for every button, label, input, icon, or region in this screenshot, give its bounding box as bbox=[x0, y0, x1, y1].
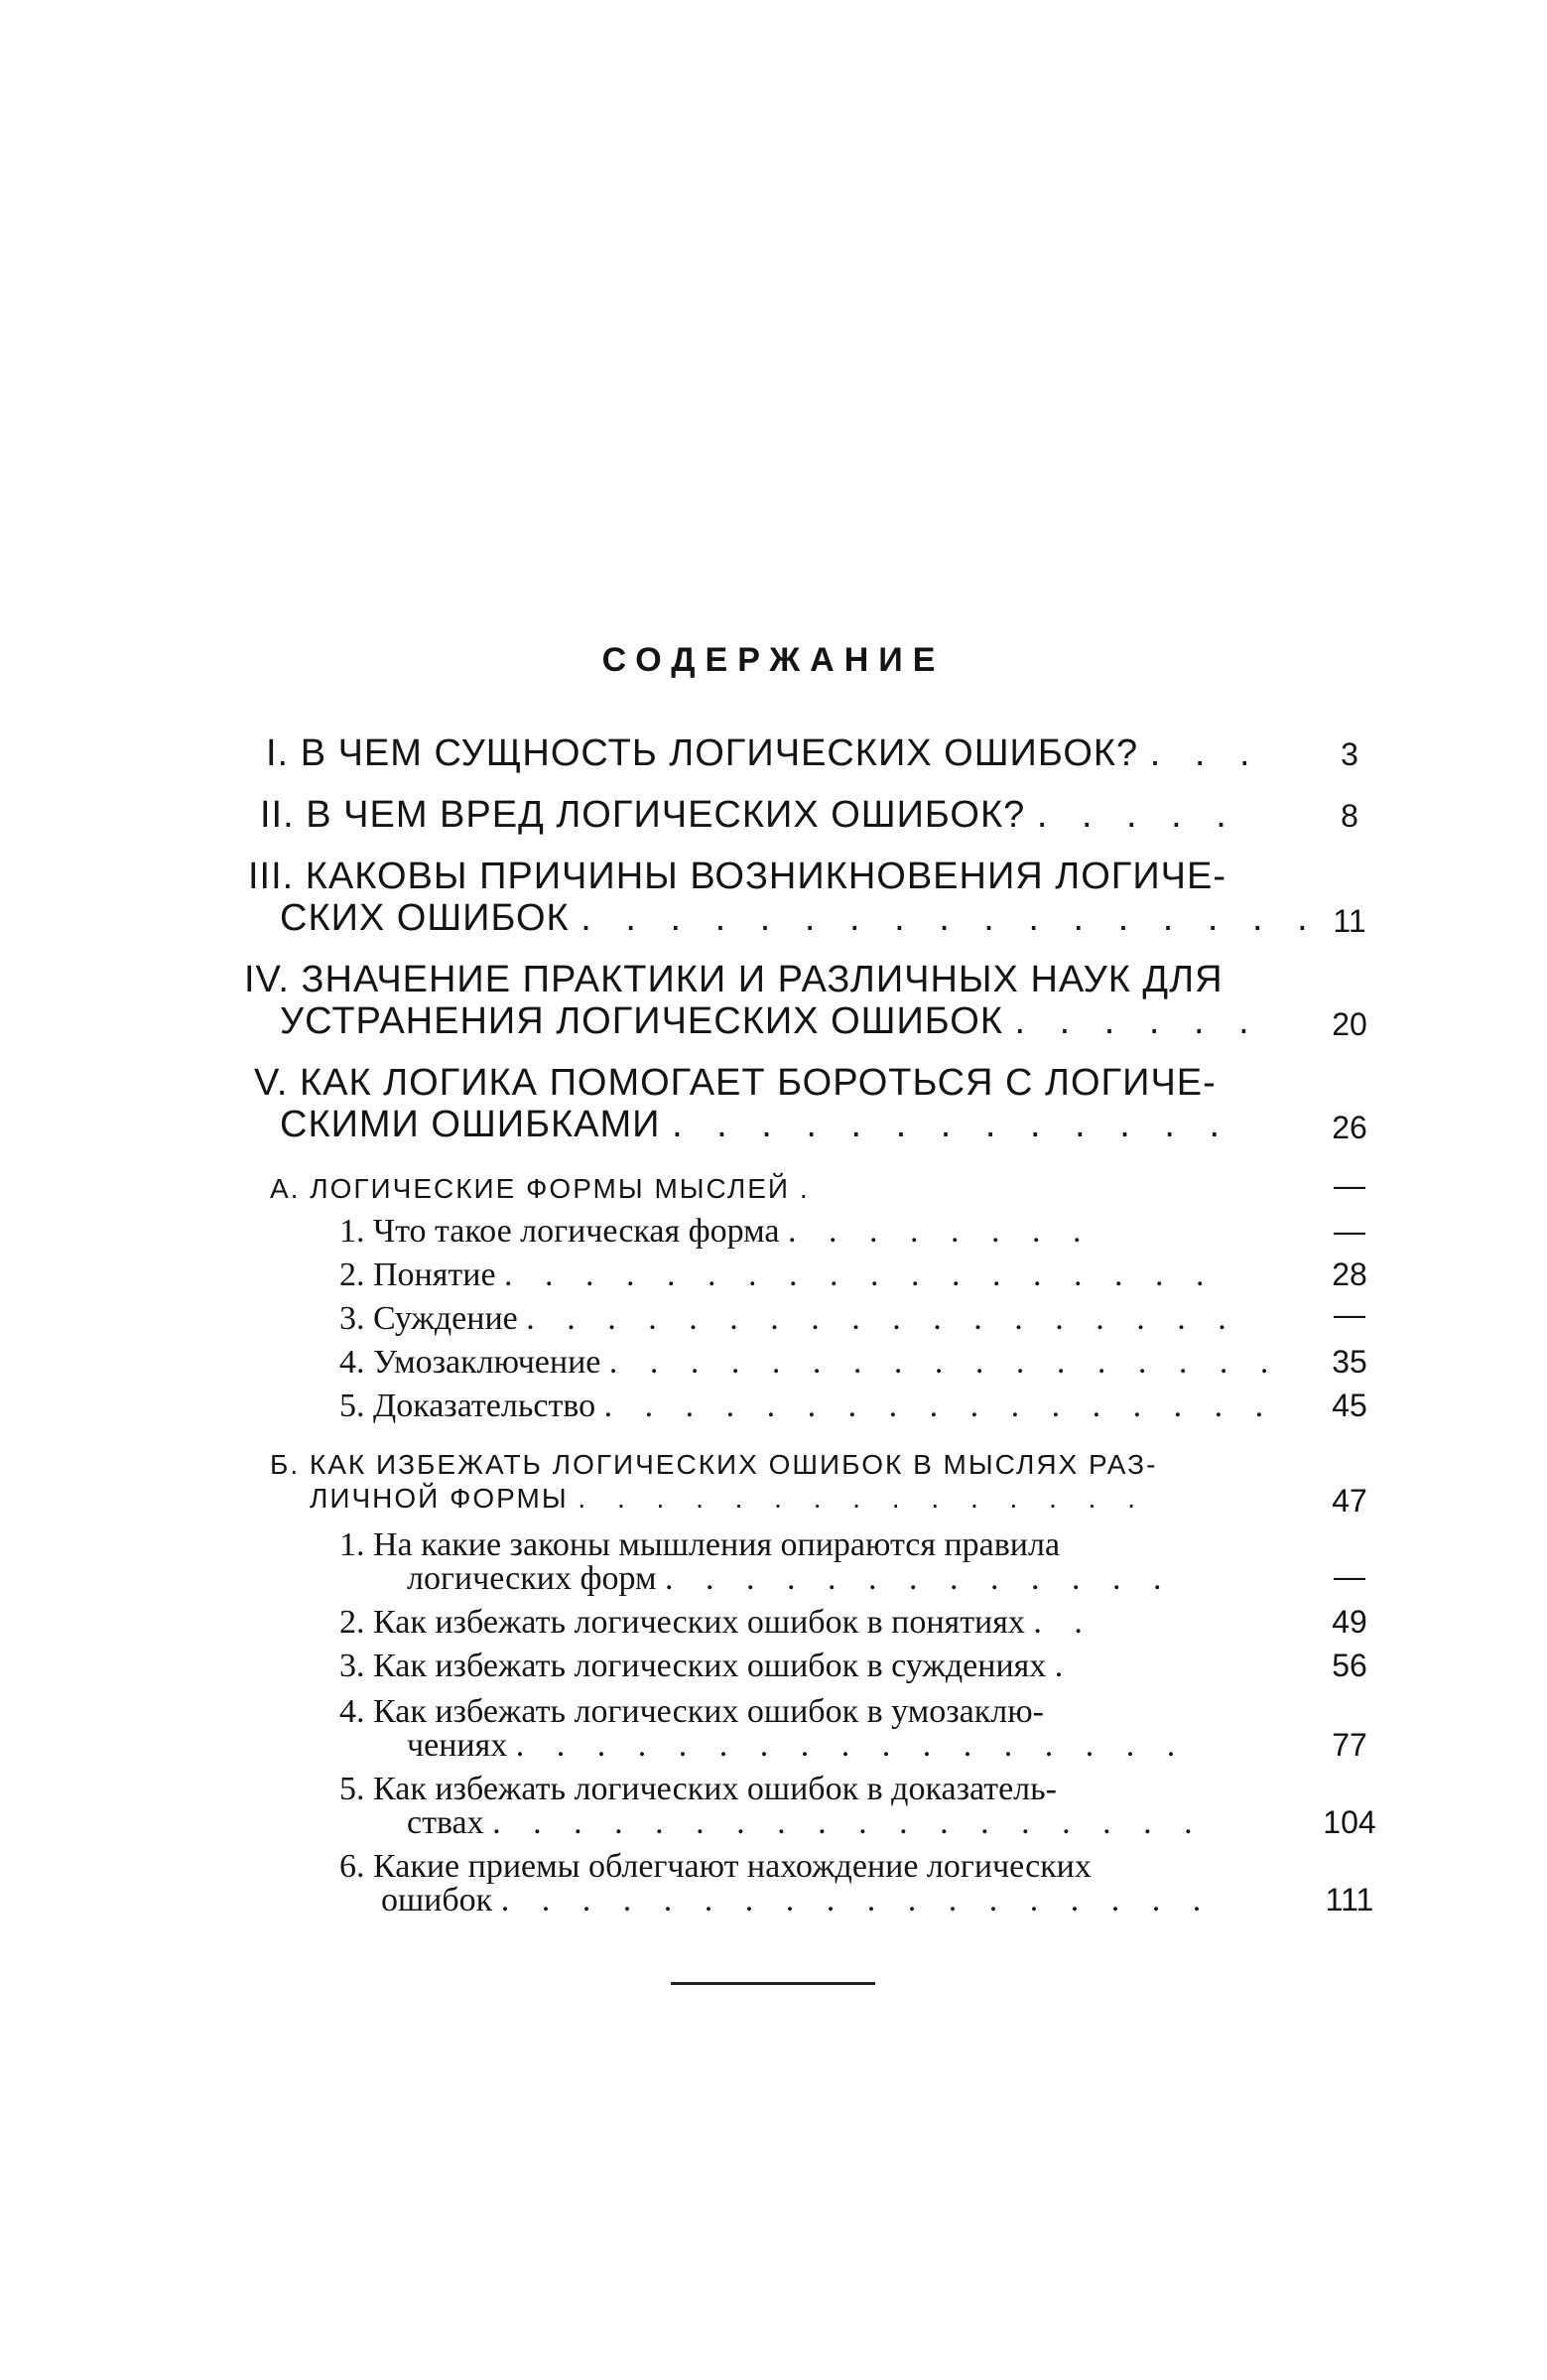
leader-dots: . . . . . . . . . . . . . . . . . . bbox=[526, 1300, 1238, 1337]
end-rule bbox=[671, 1982, 875, 1985]
item-title: 1. Что такое логическая форма bbox=[339, 1213, 780, 1250]
section-label-cont: ЛИЧНОЙ ФОРМЫ bbox=[310, 1483, 569, 1514]
page-number: 47 bbox=[1332, 1483, 1367, 1519]
toc-chapter-5-cont bbox=[280, 1104, 1231, 1146]
item-title: 6. Какие приемы облегчают нахождение логических bbox=[339, 1848, 1092, 1885]
chapter-number: II. bbox=[260, 794, 295, 836]
leader-dots: . . . . . bbox=[1036, 794, 1238, 836]
section-label: Б. КАК ИЗБЕЖАТЬ ЛОГИЧЕСКИХ ОШИБОК В МЫСЛЯХ РАЗ- bbox=[270, 1449, 1158, 1480]
toc-chapter-2[interactable] bbox=[260, 794, 1238, 837]
item-title: 4. Как избежать логических ошибок в умозаклю- bbox=[339, 1693, 1044, 1730]
chapter-title: В ЧЕМ ВРЕД ЛОГИЧЕСКИХ ОШИБОК? bbox=[306, 794, 1026, 836]
leader-dots: . . . bbox=[1149, 732, 1262, 774]
toc-section-a[interactable] bbox=[270, 1173, 820, 1205]
page-number: 8 bbox=[1341, 798, 1358, 834]
item-title: 3. Суждение bbox=[339, 1300, 518, 1337]
section-label: А. ЛОГИЧЕСКИЕ ФОРМЫ МЫСЛЕЙ bbox=[270, 1173, 791, 1204]
page-number: 28 bbox=[1332, 1256, 1367, 1292]
toc-chapter-5[interactable] bbox=[254, 1062, 1217, 1105]
leader-dots: . . . . . . . . . . . . . . . . . bbox=[603, 1388, 1276, 1424]
toc-item-a2[interactable] bbox=[339, 1256, 1217, 1294]
leader-dots: . . . . . . . . . . . . . . . . . bbox=[515, 1727, 1188, 1764]
chapter-number: III. bbox=[248, 856, 295, 897]
toc-item-b4-cont bbox=[407, 1727, 1187, 1765]
toc-section-b[interactable] bbox=[270, 1449, 1157, 1481]
page-number: — bbox=[1334, 1213, 1365, 1249]
chapter-title: ЗНАЧЕНИЕ ПРАКТИКИ И РАЗЛИЧНЫХ НАУК ДЛЯ bbox=[301, 959, 1224, 1000]
toc-item-a3[interactable] bbox=[339, 1300, 1238, 1338]
item-title-cont: ошибок bbox=[381, 1882, 493, 1918]
page-number: 77 bbox=[1332, 1727, 1367, 1763]
item-title: 2. Понятие bbox=[339, 1256, 496, 1293]
toc-item-b6[interactable] bbox=[339, 1848, 1092, 1886]
toc-chapter-4-cont bbox=[280, 1000, 1261, 1043]
leader-dots: . bbox=[799, 1173, 820, 1204]
page-number: 3 bbox=[1341, 736, 1358, 772]
chapter-title: В ЧЕМ СУЩНОСТЬ ЛОГИЧЕСКИХ ОШИБОК? bbox=[300, 732, 1139, 774]
toc-item-b4[interactable] bbox=[339, 1693, 1044, 1731]
toc-chapter-3[interactable] bbox=[248, 856, 1226, 898]
leader-dots: . . . . . . . . . . . . . bbox=[672, 1104, 1232, 1145]
chapter-title-cont: СКИХ ОШИБОК bbox=[280, 897, 570, 939]
item-title: 1. На какие законы мышления опираются правила bbox=[339, 1526, 1061, 1563]
chapter-title: КАКОВЫ ПРИЧИНЫ ВОЗНИКНОВЕНИЯ ЛОГИЧЕ- bbox=[305, 856, 1226, 897]
item-title: 3. Как избежать логических ошибок в суждениях bbox=[339, 1648, 1047, 1684]
chapter-number: I. bbox=[266, 732, 290, 774]
item-title-cont: логических форм bbox=[407, 1560, 657, 1597]
leader-dots: . bbox=[1054, 1648, 1076, 1684]
page-title: СОДЕРЖАНИЕ bbox=[601, 641, 946, 679]
toc-item-b1-cont bbox=[407, 1560, 1173, 1598]
page-number: — bbox=[1334, 1167, 1365, 1203]
page-number: 20 bbox=[1332, 1006, 1367, 1042]
leader-dots: . . . . . . . . . . . . . . . . . . bbox=[492, 1804, 1205, 1841]
page-number: 11 bbox=[1333, 903, 1366, 939]
page-number: 45 bbox=[1332, 1388, 1367, 1423]
leader-dots: . . bbox=[1033, 1604, 1095, 1641]
chapter-title-cont: СКИМИ ОШИБКАМИ bbox=[280, 1104, 661, 1145]
toc-chapter-4[interactable] bbox=[244, 959, 1224, 1001]
chapter-title: КАК ЛОГИКА ПОМОГАЕТ БОРОТЬСЯ С ЛОГИЧЕ- bbox=[299, 1062, 1217, 1104]
leader-dots: . . . . . . . . . . . . . . . bbox=[578, 1483, 1147, 1514]
leader-dots: . . . . . . . . . . . . . bbox=[664, 1560, 1174, 1597]
item-title-cont: чениях bbox=[407, 1727, 508, 1764]
toc-item-a4[interactable] bbox=[339, 1344, 1280, 1382]
toc-item-b3[interactable] bbox=[339, 1648, 1075, 1685]
leader-dots: . . . . . . . . . . . . . . . . . . bbox=[500, 1882, 1214, 1918]
leader-dots: . . . . . . . . . . . . . . . . . . bbox=[504, 1256, 1217, 1293]
page-number: 49 bbox=[1332, 1604, 1367, 1640]
toc-item-b1[interactable] bbox=[339, 1526, 1060, 1564]
page-number: 26 bbox=[1332, 1110, 1367, 1145]
chapter-title-cont: УСТРАНЕНИЯ ЛОГИЧЕСКИХ ОШИБОК bbox=[280, 1000, 1003, 1042]
toc-item-b2[interactable] bbox=[339, 1604, 1095, 1642]
leader-dots: . . . . . . bbox=[1014, 1000, 1261, 1042]
toc-item-a1[interactable] bbox=[339, 1213, 1094, 1251]
item-title: 5. Доказательство bbox=[339, 1388, 596, 1424]
page-number: 104 bbox=[1323, 1804, 1376, 1840]
page-number: — bbox=[1334, 1558, 1365, 1594]
page-number: — bbox=[1334, 1296, 1365, 1332]
item-title: 4. Умозаключение bbox=[339, 1344, 601, 1381]
toc-chapter-1[interactable] bbox=[266, 732, 1262, 775]
leader-dots: . . . . . . . . . . . . . . . . . bbox=[608, 1344, 1281, 1381]
toc-chapter-3-cont bbox=[280, 897, 1320, 940]
item-title: 2. Как избежать логических ошибок в понятиях bbox=[339, 1604, 1025, 1641]
toc-item-b6-cont bbox=[381, 1882, 1213, 1919]
page-number: 35 bbox=[1332, 1344, 1367, 1380]
chapter-number: V. bbox=[254, 1062, 289, 1104]
page-number: 111 bbox=[1325, 1882, 1374, 1917]
leader-dots: . . . . . . . . bbox=[788, 1213, 1094, 1250]
toc-section-b-cont bbox=[310, 1483, 1147, 1515]
leader-dots: . . . . . . . . . . . . . . . . . bbox=[580, 897, 1320, 939]
page-number: 56 bbox=[1332, 1648, 1367, 1683]
toc-item-a5[interactable] bbox=[339, 1388, 1275, 1425]
toc-item-b5[interactable] bbox=[339, 1771, 1057, 1808]
item-title: 5. Как избежать логических ошибок в доказатель- bbox=[339, 1771, 1057, 1807]
item-title-cont: ствах bbox=[407, 1804, 484, 1841]
chapter-number: IV. bbox=[244, 959, 290, 1000]
toc-item-b5-cont bbox=[407, 1804, 1205, 1842]
